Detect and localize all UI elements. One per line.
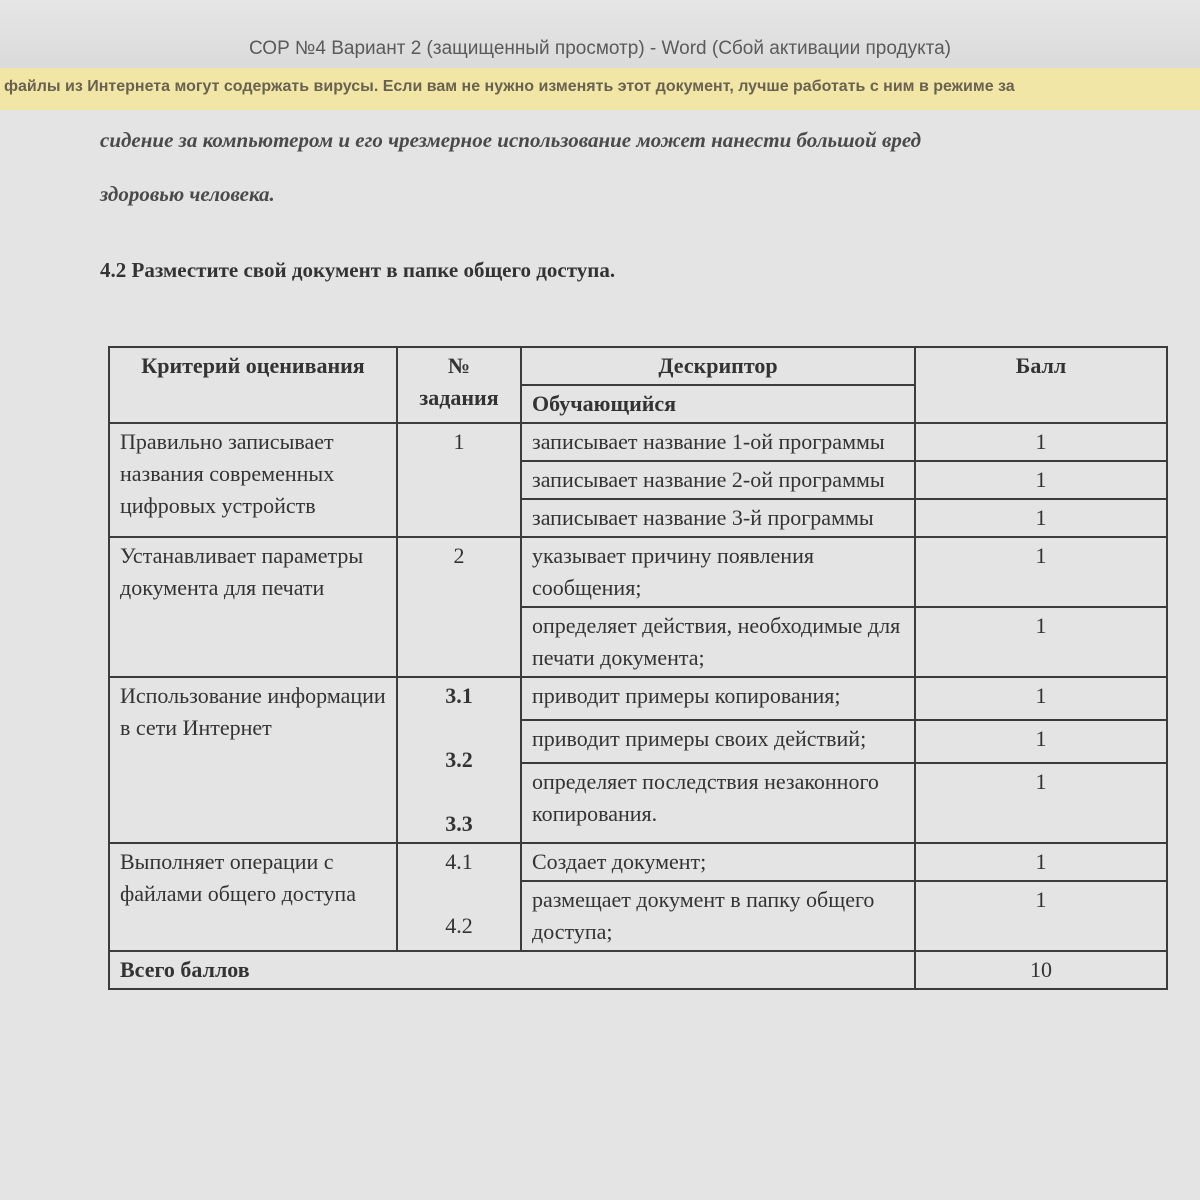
descriptor-cell: определяет действия, необходимые для печати документа;: [521, 607, 915, 677]
header-descriptor: Дескриптор: [521, 347, 915, 385]
task-number-cell: 1: [397, 423, 521, 537]
task-number: 3.2: [445, 747, 473, 772]
descriptor-cell: приводит примеры своих действий;: [521, 720, 915, 763]
window-title: СОР №4 Вариант 2 (защищенный просмотр) - Word (Сбой активации продукта): [248, 38, 952, 59]
descriptor-cell: записывает название 2-ой программы: [521, 461, 915, 499]
score-cell: 1: [915, 843, 1167, 881]
descriptor-cell: определяет последствия незаконного копирования.: [521, 763, 915, 843]
criterion-cell: Использование информации в сети Интернет: [109, 677, 397, 843]
task-number-cell: [397, 677, 521, 843]
task-number-cell: 2: [397, 537, 521, 677]
score-cell: 1: [915, 763, 1167, 843]
table-row: [109, 677, 1167, 720]
descriptor-cell: размещает документ в папку общего доступа;: [521, 881, 915, 951]
score-cell: 1: [915, 461, 1167, 499]
score-cell: 1: [915, 423, 1167, 461]
header-task-number: № задания: [397, 347, 521, 423]
task-number: 3.3: [445, 811, 473, 836]
descriptor-cell: Создает документ;: [521, 843, 915, 881]
descriptor-cell: указывает причину появления сообщения;: [521, 537, 915, 607]
criterion-cell: Правильно записывает названия современных цифровых устройств: [109, 423, 397, 537]
header-learner: Обучающийся: [521, 385, 915, 423]
score-cell: 1: [915, 607, 1167, 677]
body-text-line: сидение за компьютером и его чрезмерное использование может нанести большой вред: [100, 128, 922, 152]
protected-view-bar: [0, 68, 1200, 112]
table-row: [109, 537, 1167, 607]
protected-view-message: файлы из Интернета могут содержать вирусы. Если вам не нужно изменять этот документ, лучше работать с ним в режиме за: [4, 78, 1015, 95]
score-cell: 1: [915, 537, 1167, 607]
document-page: [0, 110, 1200, 1200]
table-header-row: [109, 347, 1167, 385]
score-cell: 1: [915, 720, 1167, 763]
total-row: [109, 951, 1167, 989]
header-score: Балл: [915, 347, 1167, 423]
score-cell: 1: [915, 677, 1167, 720]
task-number: 3.1: [445, 683, 473, 708]
criterion-cell: Устанавливает параметры документа для печати: [109, 537, 397, 677]
table-row: [109, 843, 1167, 881]
window-titlebar: [0, 0, 1200, 70]
body-text-line: здоровью человека.: [100, 182, 275, 206]
descriptor-cell: приводит примеры копирования;: [521, 677, 915, 720]
table-row: [109, 423, 1167, 461]
task-number: 4.2: [445, 913, 473, 938]
header-criterion: Критерий оценивания: [109, 347, 397, 423]
descriptor-cell: записывает название 3-й программы: [521, 499, 915, 537]
section-heading: 4.2 Разместите свой документ в папке общего доступа.: [100, 258, 616, 282]
criterion-cell: Выполняет операции с файлами общего доступа: [109, 843, 397, 951]
total-value: 10: [915, 951, 1167, 989]
score-cell: 1: [915, 499, 1167, 537]
descriptor-cell: записывает название 1-ой программы: [521, 423, 915, 461]
assessment-table: [108, 346, 1168, 990]
task-number-cell: [397, 843, 521, 951]
total-label: Всего баллов: [109, 951, 915, 989]
score-cell: 1: [915, 881, 1167, 951]
task-number: 4.1: [445, 849, 473, 874]
